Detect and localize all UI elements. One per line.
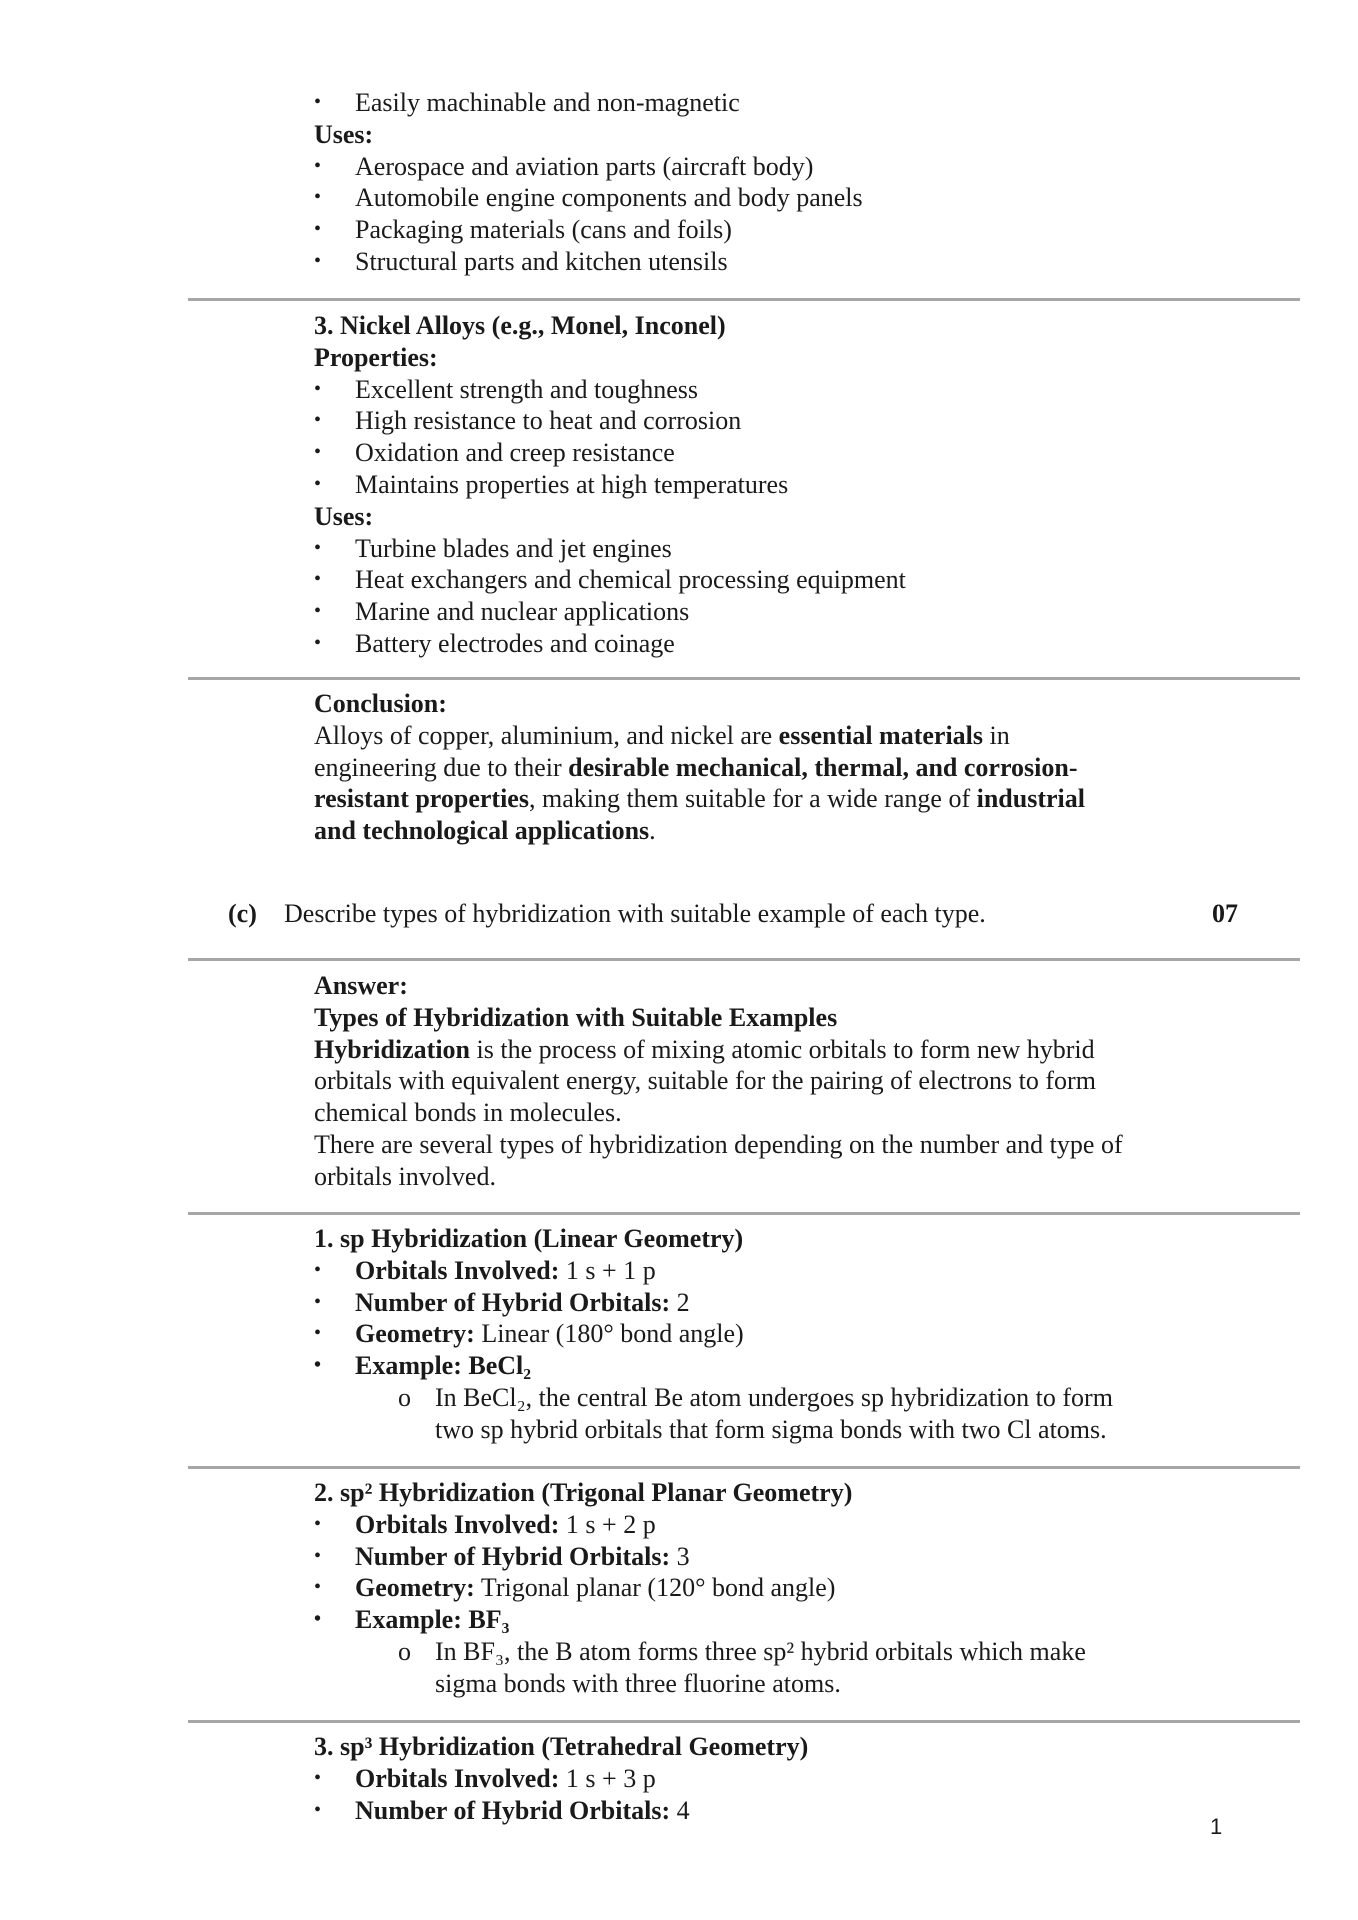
label: Orbitals Involved: — [355, 1509, 560, 1539]
value: 4 — [670, 1795, 690, 1825]
page-number: 1 — [1210, 1814, 1223, 1839]
list-item — [314, 1255, 1174, 1287]
text: , making them suitable for a wide range of — [528, 784, 977, 814]
label: Number of Hybrid Orbitals: — [355, 1541, 671, 1571]
question-marks: 07 — [1212, 899, 1238, 928]
list-item — [314, 1541, 1174, 1573]
section-divider — [188, 677, 1300, 680]
list-item: • Marine and nuclear applications — [314, 596, 1174, 628]
sp3-section — [314, 1731, 1174, 1826]
list-item: • Heat exchangers and chemical processing equipment — [314, 564, 1174, 596]
label: Number of Hybrid Orbitals: — [355, 1795, 671, 1825]
text: In BeCl₂, the central Be atom undergoes sp hybridization to form — [435, 1382, 1113, 1412]
list-item — [314, 1795, 1174, 1827]
question-text: Describe types of hybridization with suitable example of each type. — [284, 899, 986, 928]
section-title: 2. sp² Hybridization (Trigonal Planar Geometry) — [314, 1478, 853, 1507]
answer-heading: Answer: — [314, 971, 408, 1000]
emphasis: industrial — [976, 784, 1085, 814]
conclusion-heading: Conclusion: — [314, 689, 447, 718]
sp-section — [314, 1223, 1174, 1446]
value: 1 s + 3 p — [559, 1763, 656, 1793]
list-item: • Turbine blades and jet engines — [314, 533, 1174, 565]
list-item — [314, 1287, 1174, 1319]
value: Trigonal planar (120° bond angle) — [474, 1573, 836, 1603]
conclusion-line — [314, 783, 1174, 815]
text: . — [649, 816, 656, 846]
section-divider — [188, 298, 1300, 301]
text: In BF₃, the B atom forms three sp² hybrid orbitals which make — [435, 1636, 1086, 1666]
list-item: • Automobile engine components and body panels — [314, 182, 1174, 214]
section-divider — [188, 1212, 1300, 1215]
list-item — [314, 1509, 1174, 1541]
paragraph-line — [314, 1034, 1174, 1066]
text: two sp hybrid orbitals that form sigma bonds with two Cl atoms. — [435, 1414, 1107, 1444]
sub-list-item — [314, 1636, 1174, 1668]
value: Linear (180° bond angle) — [474, 1319, 744, 1349]
question-label: (c) — [228, 899, 257, 928]
section-divider — [188, 1466, 1300, 1469]
section-divider — [188, 958, 1300, 961]
list-item: • Example: BeCl₂ — [314, 1350, 1174, 1382]
section-title: 1. sp Hybridization (Linear Geometry) — [314, 1224, 744, 1253]
list-item: • Packaging materials (cans and foils) — [314, 214, 1174, 246]
value: 1 s + 2 p — [559, 1509, 656, 1539]
label: Geometry: — [355, 1319, 475, 1349]
paragraph-line: orbitals with equivalent energy, suitable for the pairing of electrons to form — [314, 1066, 1096, 1096]
sub-list-item — [314, 1382, 1174, 1414]
value: 1 s + 1 p — [559, 1255, 656, 1285]
text: is the process of mixing atomic orbitals to form new hybrid — [470, 1034, 1095, 1064]
text: in — [983, 720, 1010, 750]
conclusion-line — [314, 752, 1174, 784]
text: Alloys of copper, aluminium, and nickel are — [314, 720, 779, 750]
label: Orbitals Involved: — [355, 1255, 560, 1285]
list-item: • Oxidation and creep resistance — [314, 437, 1174, 469]
paragraph-line: orbitals involved. — [314, 1161, 496, 1191]
answer-subheading: Types of Hybridization with Suitable Examples — [314, 1002, 838, 1032]
list-item — [314, 1763, 1174, 1795]
section-title: 3. sp³ Hybridization (Tetrahedral Geometry) — [314, 1732, 809, 1761]
text: sigma bonds with three fluorine atoms. — [435, 1668, 841, 1698]
answer-section — [314, 970, 1174, 1193]
list-item: • Excellent strength and toughness — [314, 374, 1174, 406]
value: 3 — [670, 1541, 690, 1571]
properties-heading: Properties: — [314, 342, 438, 372]
uses-heading: Uses: — [314, 501, 374, 531]
sub-bullet: o — [398, 1382, 411, 1412]
sub-list-item — [314, 1668, 1174, 1700]
list-item — [314, 1572, 1174, 1604]
list-item: • Easily machinable and non-magnetic — [314, 87, 1174, 119]
list-item: • Maintains properties at high temperatures — [314, 469, 1174, 501]
list-item: • Aerospace and aviation parts (aircraft body) — [314, 151, 1174, 183]
section-title: 3. Nickel Alloys (e.g., Monel, Inconel) — [314, 311, 726, 340]
section-divider — [188, 1720, 1300, 1723]
list-item: • Battery electrodes and coinage — [314, 628, 1174, 660]
emphasis: and technological applications — [314, 816, 650, 846]
list-item — [314, 1318, 1174, 1350]
nickel-section — [314, 310, 1174, 660]
uses-heading: Uses: — [314, 119, 374, 149]
value: 2 — [670, 1287, 690, 1317]
emphasis: essential materials — [778, 720, 984, 750]
label: Number of Hybrid Orbitals: — [355, 1287, 671, 1317]
conclusion-line — [314, 815, 1174, 847]
list-item: • High resistance to heat and corrosion — [314, 405, 1174, 437]
text: engineering due to their — [314, 752, 569, 782]
label: Orbitals Involved: — [355, 1763, 560, 1793]
emphasis: resistant properties — [314, 784, 529, 814]
emphasis: Hybridization — [314, 1034, 471, 1064]
list-item: • Structural parts and kitchen utensils — [314, 246, 1174, 278]
conclusion-line — [314, 720, 1174, 752]
sp2-section — [314, 1477, 1174, 1700]
aluminium-section — [314, 87, 1174, 278]
paragraph-line: chemical bonds in molecules. — [314, 1098, 622, 1128]
label: Geometry: — [355, 1573, 475, 1603]
paragraph-line: There are several types of hybridization depending on the number and type of — [314, 1129, 1123, 1159]
list-item: • Example: BF₃ — [314, 1604, 1174, 1636]
emphasis: desirable mechanical, thermal, and corrosion- — [568, 752, 1078, 782]
sub-bullet: o — [398, 1636, 411, 1666]
sub-list-item — [314, 1414, 1174, 1446]
conclusion-section — [314, 688, 1174, 847]
